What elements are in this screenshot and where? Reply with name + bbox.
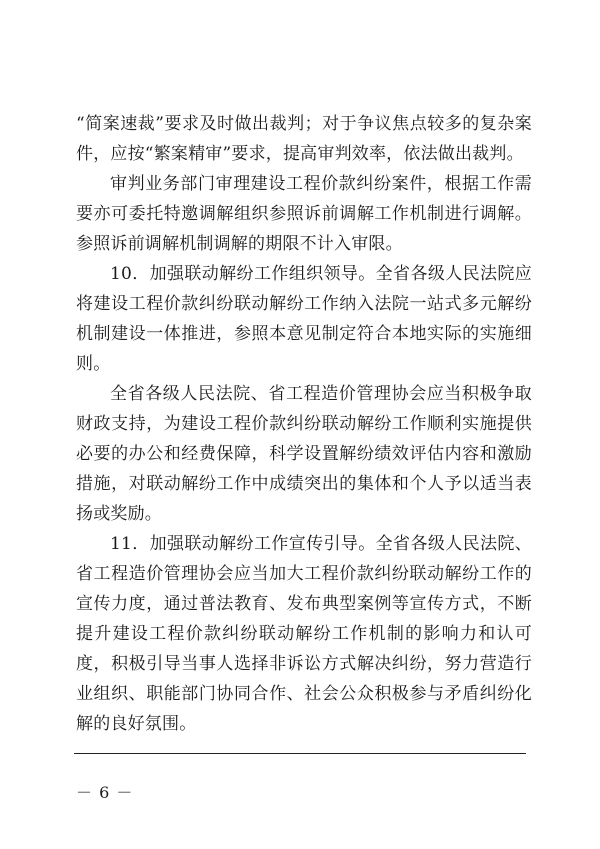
page-number: － 6 － [76,783,134,802]
paragraph-text: “简案速裁”要求及时做出裁判；对于争议焦点较多的复杂案件，应按“繁案精审”要求，提高审判效率，依法做出裁判。 [76,114,532,164]
paragraph-text: 审判业务部门审理建设工程价款纠纷案件，根据工作需要亦可委托特邀调解组织参照诉前调解工作机制进行调解。参照诉前调解机制调解的期限不计入审限。 [76,174,532,254]
document-body [76,109,532,739]
paragraph-4 [76,379,532,529]
paragraph-2 [76,169,532,259]
paragraph-1 [76,109,532,169]
paragraph-5 [76,529,532,739]
paragraph-3 [76,259,532,379]
section-heading: 10．加强联动解纷工作组织领导。 [110,264,376,284]
paragraph-text: 全省各级人民法院、省工程造价管理协会应当加大工程价款纠纷联动解纷工作的宣传力度，通过普法教育、发布典型案例等宣传方式，不断提升建设工程价款纠纷联动解纷工作机制的影响力和认可度，积极引导当事人选择非诉讼方式解决纠纷，努力营造行业组织、职能部门协同合作、社会公众积极参与矛盾纠纷化解的良好氛围。 [76,534,532,734]
section-heading: 11．加强联动解纷工作宣传引导。 [110,534,376,554]
paragraph-text: 全省各级人民法院、省工程造价管理协会应当积极争取财政支持，为建设工程价款纠纷联动解纷工作顺利实施提供必要的办公和经费保障，科学设置解纷绩效评估内容和激励措施，对联动解纷工作中成绩突出的集体和个人予以适当表扬或奖励。 [76,384,532,524]
paragraph-text: 全省各级人民法院应将建设工程价款纠纷联动解纷工作纳入法院一站式多元解纷机制建设一体推进，参照本意见制定符合本地实际的实施细则。 [76,264,532,374]
footer-divider [74,753,526,754]
